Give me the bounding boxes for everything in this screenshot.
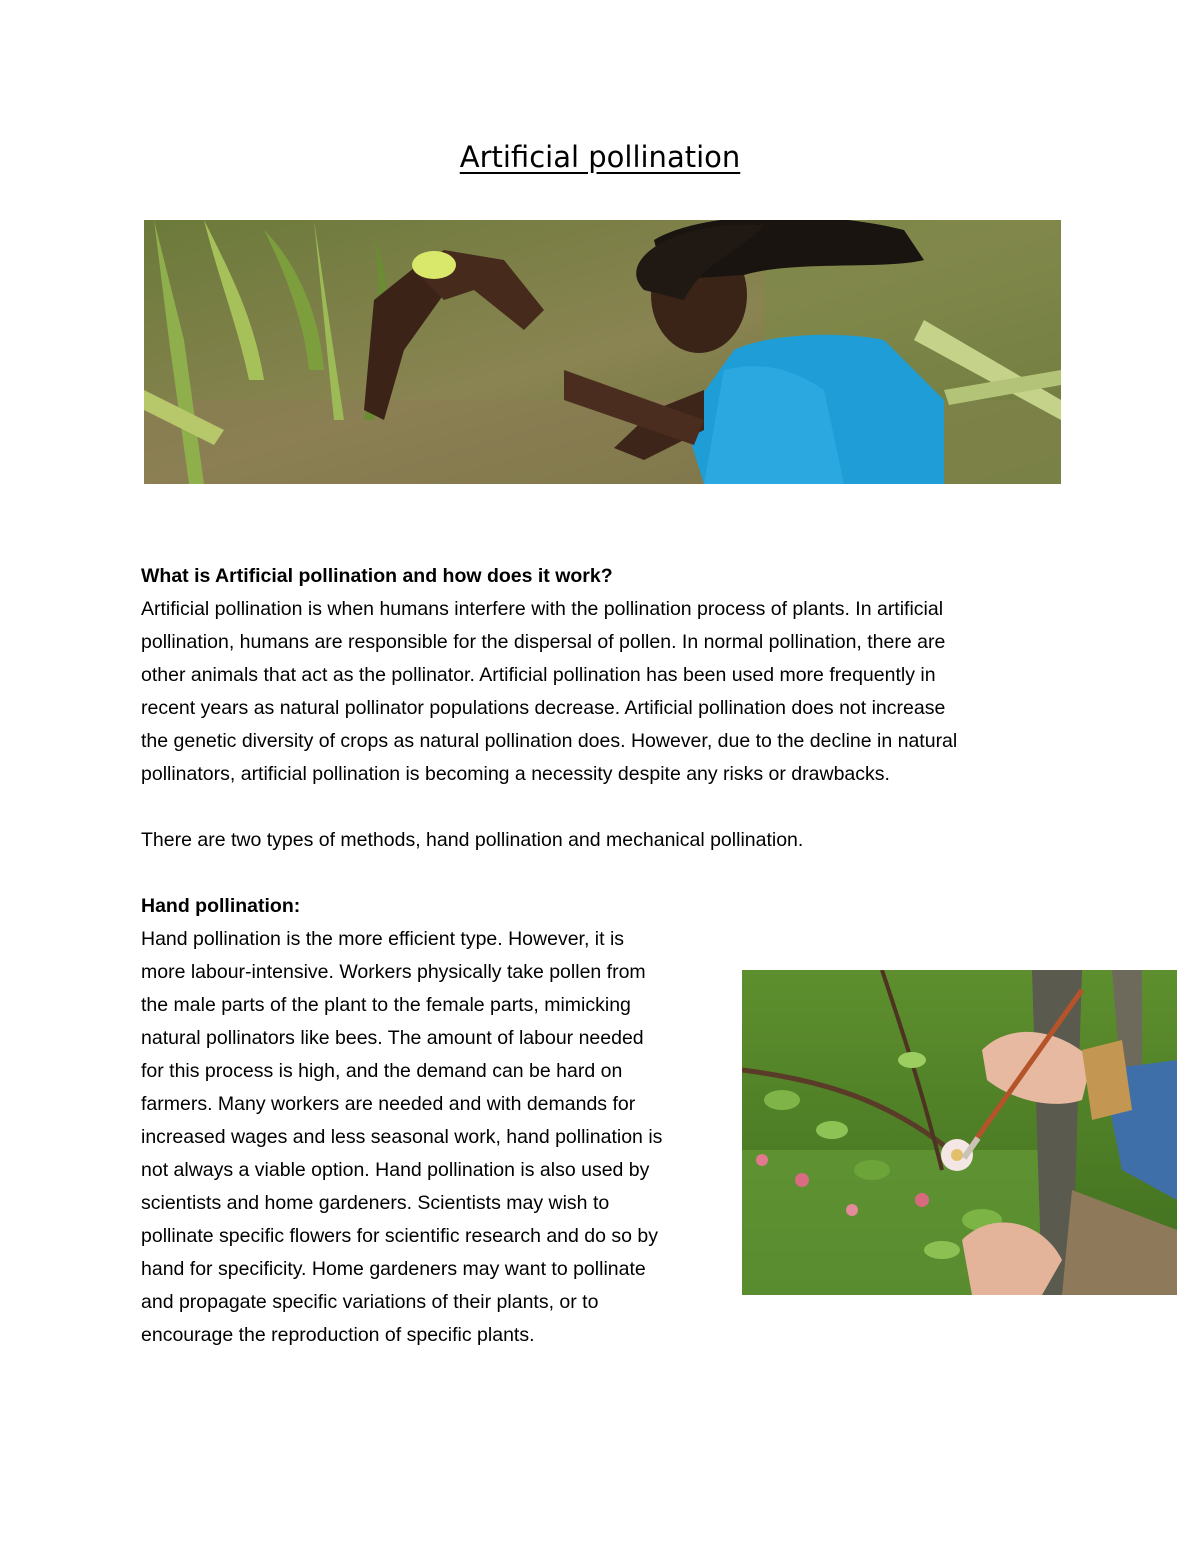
paragraph-line: the male parts of the plant to the female parts, mimicking <box>141 994 631 1016</box>
paragraph-line: recent years as natural pollinator populations decrease. Artificial pollination does not increase <box>141 697 946 719</box>
paragraph-line: There are two types of methods, hand pollination and mechanical pollination. <box>141 829 804 851</box>
paragraph-line: for this process is high, and the demand can be hard on <box>141 1060 623 1082</box>
paragraph-line: and propagate specific variations of their plants, or to <box>141 1291 599 1313</box>
paragraph-line: other animals that act as the pollinator. Artificial pollination has been used more frequently in <box>141 664 936 686</box>
page-title: Artificial pollination <box>459 140 741 174</box>
section1-block <box>141 560 957 791</box>
paragraph-line: pollination, humans are responsible for the dispersal of pollen. In normal pollination, there are <box>141 631 946 653</box>
paragraph-line: farmers. Many workers are needed and with demands for <box>141 1093 636 1115</box>
methods-paragraph <box>141 824 803 857</box>
paragraph-line: Artificial pollination is when humans interfere with the pollination process of plants. In artificial <box>141 598 944 620</box>
paragraph-line: the genetic diversity of crops as natural pollination does. However, due to the decline in natural <box>141 730 958 752</box>
section-heading: Hand pollination: <box>141 895 301 917</box>
paragraph-line: increased wages and less seasonal work, hand pollination is <box>141 1126 663 1148</box>
paragraph-line: hand for specificity. Home gardeners may want to pollinate <box>141 1258 646 1280</box>
brush-pollinating-apple-blossom-photo <box>742 970 1177 1295</box>
paragraph-line: pollinate specific flowers for scientific research and do so by <box>141 1225 658 1247</box>
woman-hand-pollinating-vanilla-photo <box>144 220 1061 484</box>
paragraph-line: pollinators, artificial pollination is becoming a necessity despite any risks or drawbacks. <box>141 763 890 785</box>
section2-block <box>141 890 662 1352</box>
paragraph-line: not always a viable option. Hand pollination is also used by <box>141 1159 650 1181</box>
paragraph-line: Hand pollination is the more efficient type. However, it is <box>141 928 625 950</box>
section-heading: What is Artificial pollination and how does it work? <box>141 565 613 587</box>
paragraph-line: encourage the reproduction of specific plants. <box>141 1324 535 1346</box>
paragraph-line: scientists and home gardeners. Scientists may wish to <box>141 1192 610 1214</box>
paragraph-line: natural pollinators like bees. The amount of labour needed <box>141 1027 644 1049</box>
paragraph-line: more labour-intensive. Workers physically take pollen from <box>141 961 646 983</box>
